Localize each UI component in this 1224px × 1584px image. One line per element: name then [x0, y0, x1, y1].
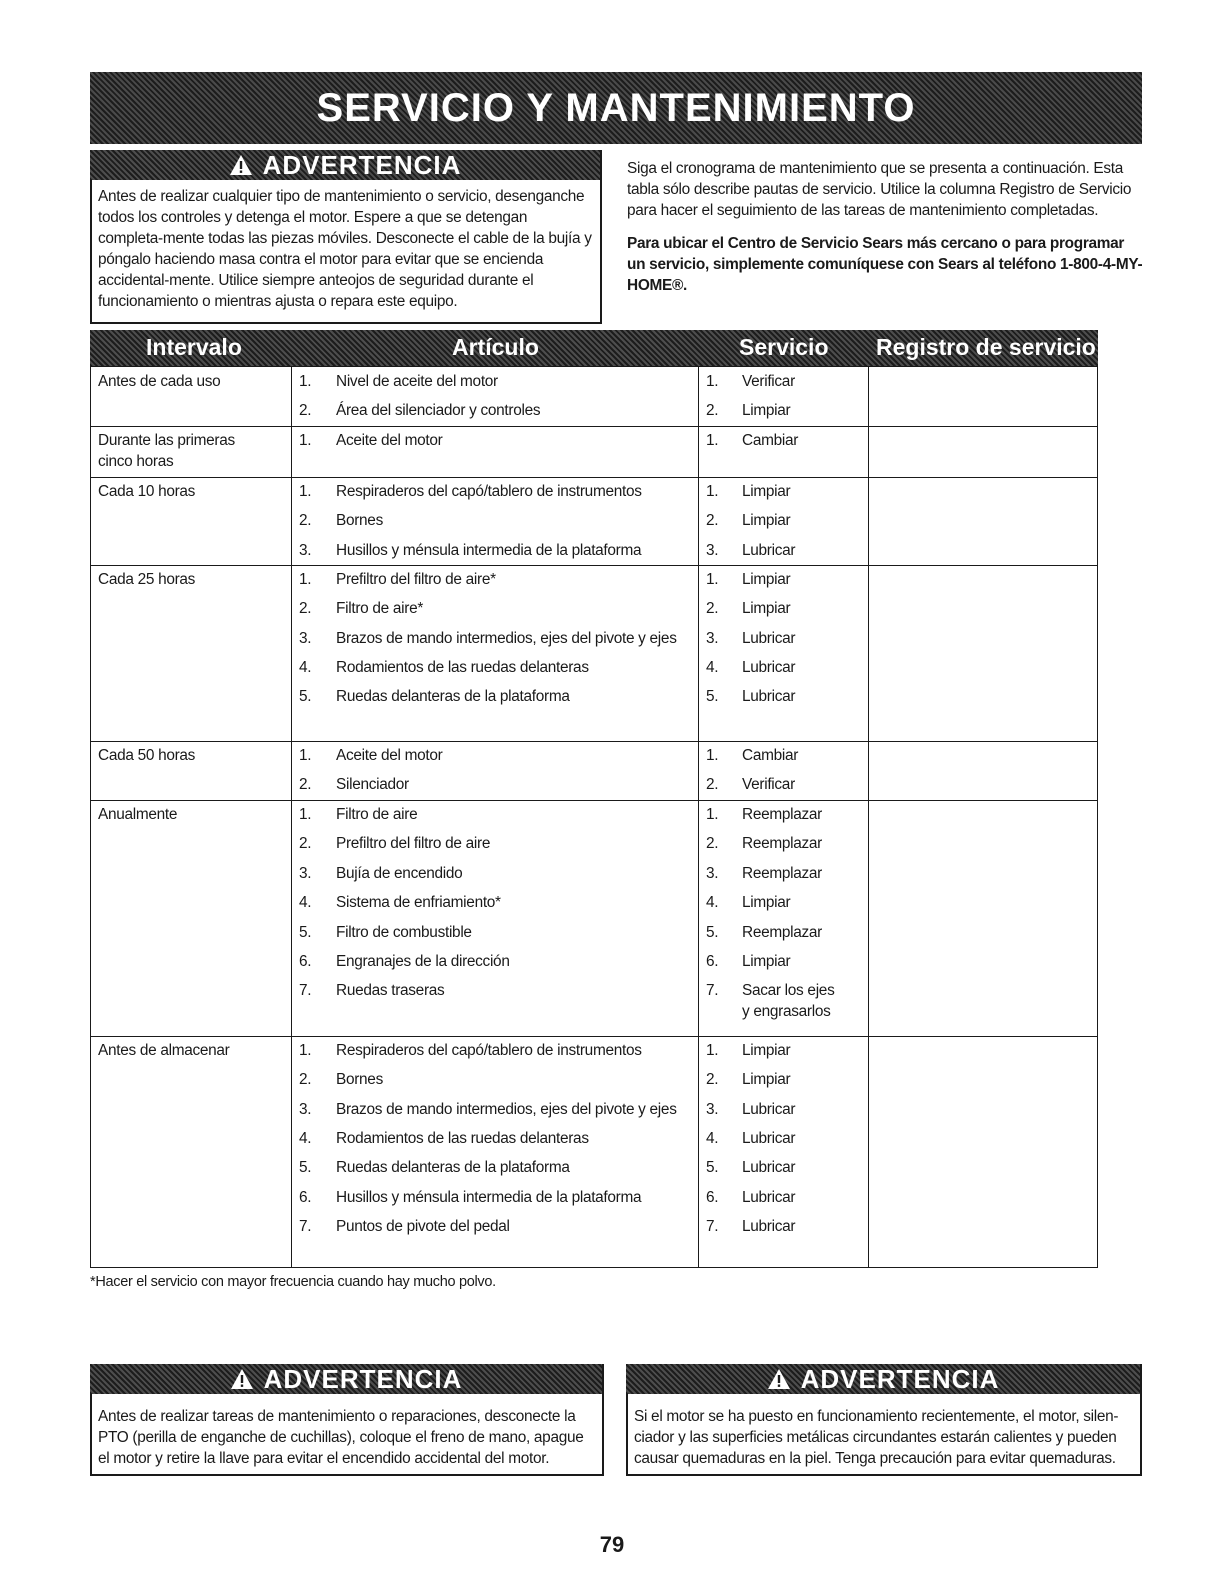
article-cell: Aceite del motor: [336, 747, 443, 764]
interval-cell: Cada 50 horas: [98, 747, 196, 764]
service-cell: Limpiar: [742, 483, 791, 500]
service-cell: Lubricar: [742, 688, 796, 706]
item-number: 1.: [299, 806, 312, 823]
header-servicio: Servicio: [739, 334, 829, 360]
column-divider: [698, 367, 699, 1267]
article-cell: Husillos y ménsula intermedia de la plataforma: [336, 1188, 642, 1206]
item-number: 1.: [299, 432, 312, 449]
service-cell: Lubricar: [742, 1159, 796, 1177]
service-number: 7.: [706, 1217, 719, 1235]
intro-section: [627, 158, 1143, 308]
service-cell: Limpiar: [742, 512, 791, 530]
page-title: SERVICIO Y MANTENIMIENTO: [316, 85, 916, 130]
warning-title: ADVERTENCIA: [800, 1363, 1000, 1394]
article-cell: Respiraderos del capó/tablero de instrumentos: [336, 483, 642, 500]
article-cell: Ruedas traseras: [336, 982, 445, 1000]
item-number: 6.: [299, 953, 312, 970]
warning-text: Si el motor se ha puesto en funcionamiento recientemente, el motor, silen-ciador y las superficies metálicas circundantes estarán calientes y pueden causar quemaduras en la piel. Tenga precaución para evitar quemaduras.: [634, 1408, 1119, 1467]
service-cell: Lubricar: [742, 1100, 796, 1118]
service-cell: Sacar los ejes y engrasarlos: [742, 982, 835, 1021]
service-number: 1.: [706, 747, 719, 764]
article-cell: Área del silenciador y controles: [336, 402, 541, 420]
item-number: 2.: [299, 600, 312, 618]
service-number: 2.: [706, 776, 719, 794]
intro-contact: Para ubicar el Centro de Servicio Sears más cercano o para programar un servicio, simplemente comuníquese con Sears al teléfono 1-800-4-MY-HOME®.: [627, 235, 1143, 294]
item-number: 7.: [299, 982, 312, 1000]
column-divider: [291, 367, 292, 1267]
warning-box-top: [90, 150, 602, 324]
article-cell: Engranajes de la dirección: [336, 953, 510, 970]
page-number: 79: [599, 1532, 625, 1557]
service-number: 2.: [706, 835, 719, 853]
article-cell: Nivel de aceite del motor: [336, 373, 498, 390]
service-cell: Limpiar: [742, 1071, 791, 1089]
item-number: 3.: [299, 541, 312, 559]
service-cell: Verificar: [742, 373, 795, 390]
service-number: 1.: [706, 1042, 719, 1059]
article-cell: Brazos de mando intermedios, ejes del pivote y ejes: [336, 629, 677, 647]
warning-header: [90, 1364, 602, 1394]
service-cell: Lubricar: [742, 1188, 796, 1206]
service-cell: Limpiar: [742, 402, 791, 420]
article-cell: Sistema de enfriamiento*: [336, 894, 501, 912]
item-number: 4.: [299, 658, 312, 676]
service-number: 1.: [706, 432, 719, 449]
item-number: 7.: [299, 1217, 312, 1235]
warning-triangle-icon: [230, 1368, 254, 1390]
header-registro: Registro de servicio: [876, 334, 1096, 360]
interval-cell: Cada 25 horas: [98, 571, 196, 588]
item-number: 2.: [299, 402, 312, 420]
warning-triangle-icon: [229, 154, 253, 176]
service-cell: Limpiar: [742, 894, 791, 912]
service-number: 6.: [706, 953, 719, 970]
item-number: 3.: [299, 629, 312, 647]
item-number: 1.: [299, 747, 312, 764]
service-number: 5.: [706, 688, 719, 706]
article-cell: Ruedas delanteras de la plataforma: [336, 688, 570, 706]
article-cell: Filtro de aire: [336, 806, 418, 823]
warning-header: [90, 150, 600, 180]
service-number: 7.: [706, 982, 719, 1000]
item-number: 5.: [299, 1159, 312, 1177]
service-number: 1.: [706, 483, 719, 500]
article-cell: Puntos de pivote del pedal: [336, 1217, 510, 1235]
article-cell: Filtro de aire*: [336, 600, 424, 618]
service-cell: Reemplazar: [742, 923, 822, 941]
row-divider: [91, 800, 1097, 801]
interval-cell: Antes de almacenar: [98, 1042, 230, 1059]
header-intervalo: Intervalo: [146, 334, 242, 360]
service-number: 3.: [706, 864, 719, 882]
article-cell: Filtro de combustible: [336, 923, 472, 941]
warning-header: [626, 1364, 1140, 1394]
item-number: 2.: [299, 1071, 312, 1089]
page-title-banner: [90, 72, 1142, 144]
table-header: [90, 330, 1098, 366]
service-cell: Lubricar: [742, 1129, 796, 1147]
service-cell: Reemplazar: [742, 835, 822, 853]
article-cell: Prefiltro del filtro de aire: [336, 835, 491, 853]
service-cell: Limpiar: [742, 953, 791, 970]
row-divider: [91, 477, 1097, 478]
service-number: 3.: [706, 629, 719, 647]
service-number: 2.: [706, 600, 719, 618]
interval-cell: Anualmente: [98, 806, 178, 823]
service-number: 1.: [706, 806, 719, 823]
service-cell: Reemplazar: [742, 806, 822, 823]
service-cell: Cambiar: [742, 432, 799, 449]
warning-text: Antes de realizar tareas de mantenimiento o reparaciones, desconecte la PTO (perilla de enganche de cuchillas), coloque el freno de mano, apague el motor y retire la llave para evitar el encendido accidental del motor.: [98, 1408, 584, 1467]
service-number: 1.: [706, 571, 719, 588]
item-number: 4.: [299, 1129, 312, 1147]
item-number: 5.: [299, 923, 312, 941]
item-number: 3.: [299, 864, 312, 882]
intro-text: Siga el cronograma de mantenimiento que se presenta a continuación. Esta tabla sólo describe pautas de servicio. Utilice la columna Registro de Servicio para hacer el seguimiento de las tareas de mantenimiento completadas.: [627, 160, 1132, 219]
row-divider: [91, 741, 1097, 742]
service-number: 3.: [706, 1100, 719, 1118]
item-number: 1.: [299, 1042, 312, 1059]
footnote: *Hacer el servicio con mayor frecuencia cuando hay mucho polvo.: [90, 1274, 496, 1290]
warning-box-bottom-left: [90, 1364, 604, 1476]
service-cell: Verificar: [742, 776, 795, 794]
service-number: 2.: [706, 402, 719, 420]
article-cell: Rodamientos de las ruedas delanteras: [336, 658, 589, 676]
article-cell: Aceite del motor: [336, 432, 443, 449]
service-number: 1.: [706, 373, 719, 390]
service-cell: Lubricar: [742, 541, 796, 559]
article-cell: Bornes: [336, 1071, 383, 1089]
service-number: 4.: [706, 894, 719, 912]
service-cell: Limpiar: [742, 1042, 791, 1059]
article-cell: Husillos y ménsula intermedia de la plataforma: [336, 541, 642, 559]
warning-triangle-icon: [767, 1368, 791, 1390]
service-number: 5.: [706, 923, 719, 941]
service-cell: Lubricar: [742, 629, 796, 647]
column-divider: [868, 367, 869, 1267]
service-number: 2.: [706, 512, 719, 530]
article-cell: Bujía de encendido: [336, 864, 463, 882]
service-number: 3.: [706, 541, 719, 559]
service-cell: Reemplazar: [742, 864, 822, 882]
interval-cell: Antes de cada uso: [98, 373, 221, 390]
article-cell: Bornes: [336, 512, 383, 530]
service-cell: Limpiar: [742, 600, 791, 618]
item-number: 5.: [299, 688, 312, 706]
item-number: 1.: [299, 483, 312, 500]
item-number: 2.: [299, 512, 312, 530]
item-number: 1.: [299, 571, 312, 588]
item-number: 4.: [299, 894, 312, 912]
warning-title: ADVERTENCIA: [262, 149, 462, 180]
row-divider: [91, 426, 1097, 427]
interval-cell: Cada 10 horas: [98, 483, 196, 500]
row-divider: [91, 1036, 1097, 1037]
item-number: 2.: [299, 776, 312, 794]
item-number: 1.: [299, 373, 312, 390]
item-number: 3.: [299, 1100, 312, 1118]
warning-title: ADVERTENCIA: [263, 1363, 463, 1394]
header-articulo: Artículo: [452, 334, 539, 360]
warning-box-bottom-right: [626, 1364, 1142, 1476]
service-number: 4.: [706, 1129, 719, 1147]
service-cell: Limpiar: [742, 571, 791, 588]
article-cell: Rodamientos de las ruedas delanteras: [336, 1129, 589, 1147]
article-cell: Respiraderos del capó/tablero de instrumentos: [336, 1042, 642, 1059]
maintenance-table: [90, 366, 1098, 1268]
item-number: 6.: [299, 1188, 312, 1206]
article-cell: Silenciador: [336, 776, 409, 794]
interval-cell: Durante las primeras cinco horas: [98, 432, 235, 470]
service-number: 2.: [706, 1071, 719, 1089]
service-cell: Lubricar: [742, 1217, 796, 1235]
service-number: 4.: [706, 658, 719, 676]
service-cell: Cambiar: [742, 747, 799, 764]
article-cell: Prefiltro del filtro de aire*: [336, 571, 496, 588]
row-divider: [91, 565, 1097, 566]
service-number: 5.: [706, 1159, 719, 1177]
item-number: 2.: [299, 835, 312, 853]
article-cell: Ruedas delanteras de la plataforma: [336, 1159, 570, 1177]
service-number: 6.: [706, 1188, 719, 1206]
article-cell: Brazos de mando intermedios, ejes del pivote y ejes: [336, 1100, 677, 1118]
service-cell: Lubricar: [742, 658, 796, 676]
warning-text: Antes de realizar cualquier tipo de mantenimiento o servicio, desenganche todos los controles y detenga el motor. Espere a que se detengan completa-mente todas las piezas móviles. Desconecte el cable de la bujía y póngalo haciendo masa contra el motor para evitar que se encienda accidental-mente. Utilice siempre anteojos de seguridad durante el funcionamiento o mientras ajusta o repara este equipo.: [98, 188, 592, 310]
